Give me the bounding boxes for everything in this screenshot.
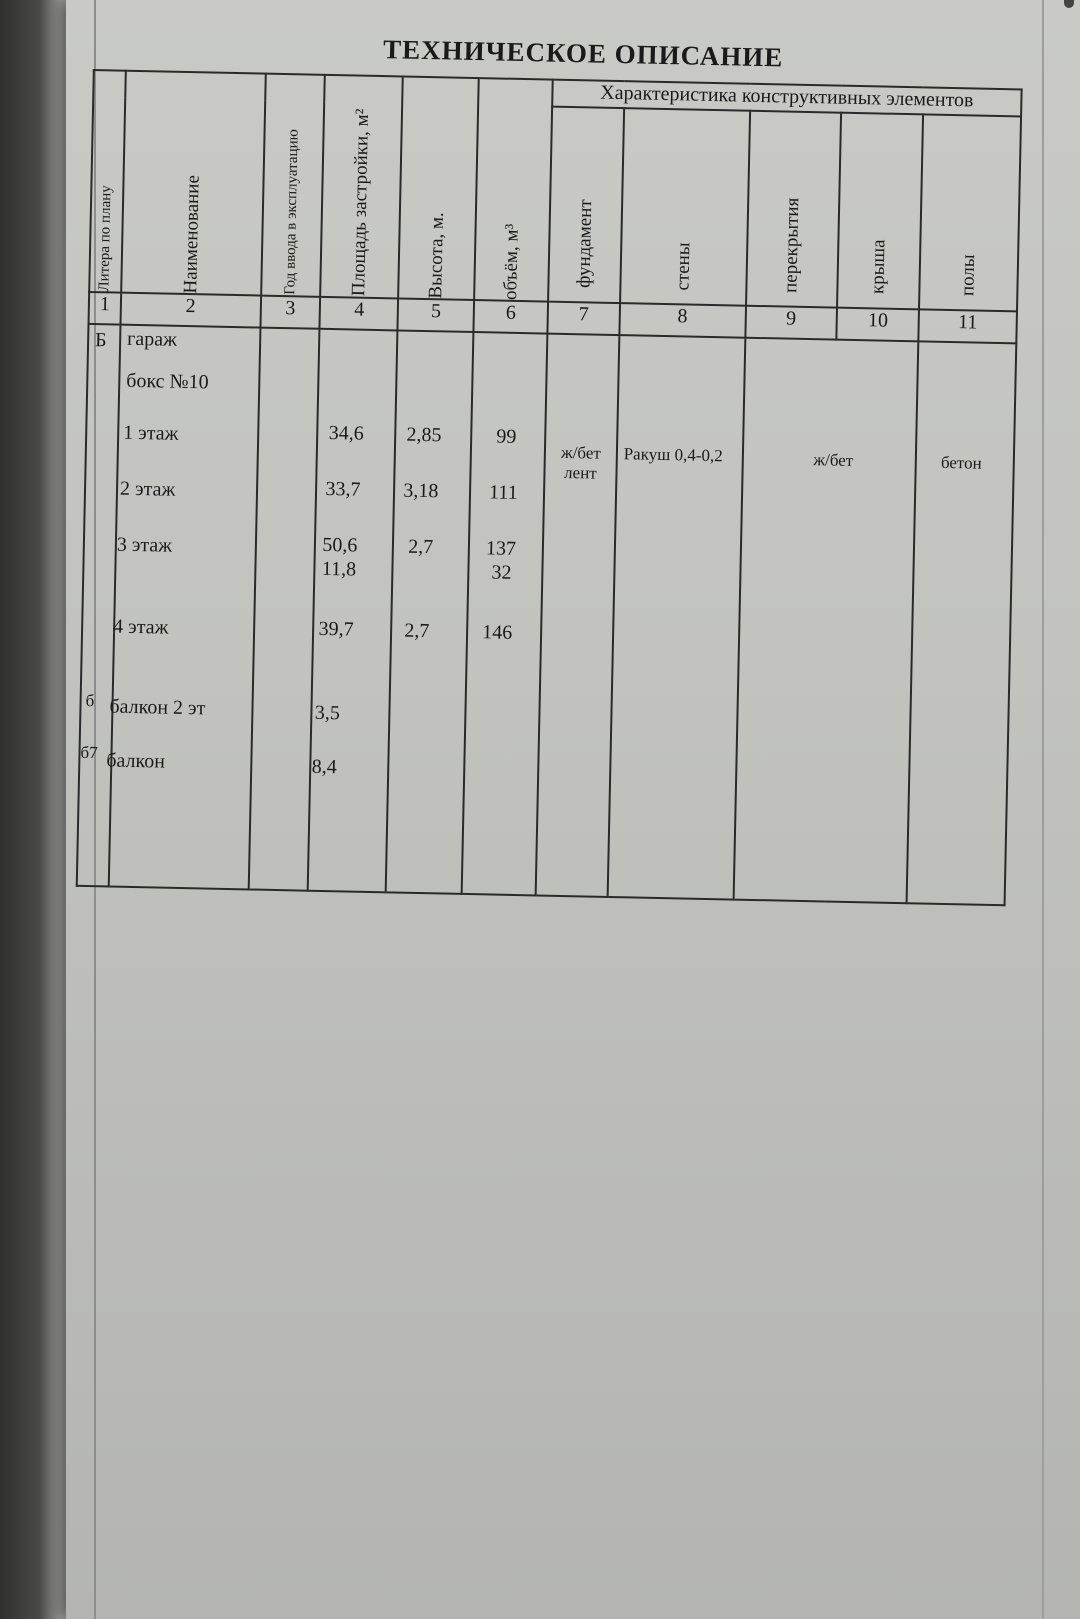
header-floors: полы: [919, 114, 1021, 311]
slab-roof-value: ж/бет: [813, 450, 854, 470]
header-foundation: фундамент: [548, 106, 624, 303]
header-floor-slabs: перекрытия: [746, 111, 842, 308]
column-number: 9: [745, 306, 837, 340]
walls-cell: [607, 335, 744, 900]
litera-value: Б: [94, 329, 107, 352]
header-year: Год ввода в эксплуатацию: [261, 74, 325, 297]
slab-roof-cell: [733, 338, 918, 904]
column-number: 11: [918, 309, 1017, 343]
row-name: балкон 2 эт: [109, 695, 206, 720]
area-value: 34,6: [328, 422, 364, 445]
walls-value: Ракуш 0,4-0,2: [623, 444, 723, 466]
header-roof: крыша: [837, 112, 923, 309]
page-corner: [1064, 0, 1074, 8]
header-litera: Литера по плану: [89, 70, 126, 293]
column-number: 2: [120, 293, 260, 328]
foundation-value: ж/бет лент: [560, 442, 602, 483]
column-number: 8: [619, 303, 745, 338]
technical-description: [76, 14, 1034, 906]
header-volume: объём, м³: [474, 78, 552, 301]
area-value: 39,7: [318, 617, 354, 641]
row-name: 1 этаж: [122, 421, 179, 445]
column-number: 3: [260, 296, 321, 329]
table-body-row: [77, 324, 1017, 905]
volume-cell: [462, 332, 548, 895]
volume-value: 99: [496, 425, 517, 448]
technical-table: [76, 69, 1023, 906]
height-cell: [386, 330, 474, 893]
row-name: 3 этаж: [116, 533, 173, 557]
area-cell: [308, 329, 398, 893]
foundation-cell: [536, 334, 620, 897]
volume-value: 146: [482, 621, 513, 644]
header-height: Высота, м.: [398, 76, 478, 300]
column-number: 5: [398, 298, 474, 332]
column-number: 7: [547, 302, 620, 335]
area-value: 50,6: [322, 533, 358, 557]
name-cell: [106, 325, 260, 890]
height-value: 2,7: [407, 535, 434, 559]
litera-value: б: [85, 690, 95, 711]
column-number: 10: [837, 308, 919, 342]
floors-value: бетон: [940, 452, 982, 473]
volume-value: 32: [491, 561, 512, 584]
height-value: 2,7: [404, 619, 430, 643]
header-area: Площадь застройки, м²: [321, 75, 403, 299]
header-name: Наименование: [121, 71, 265, 296]
row-name: балкон: [106, 749, 166, 773]
column-number: 4: [320, 297, 398, 331]
row-name: 4 этаж: [112, 615, 169, 639]
document-title: ТЕХНИЧЕСКОЕ ОПИСАНИЕ: [382, 34, 784, 73]
area-value: 11,8: [321, 557, 357, 581]
area-value: 33,7: [325, 477, 361, 501]
header-construction-group: Характеристика конструктивных элементов: [552, 80, 1022, 117]
height-value: 3,18: [403, 479, 439, 503]
column-number: 1: [89, 292, 122, 325]
area-value: 8,4: [311, 755, 337, 779]
floors-cell: [907, 341, 1017, 905]
area-value: 3,5: [314, 701, 341, 725]
row-name: гараж: [126, 327, 178, 351]
row-name: бокс №10: [126, 369, 209, 394]
row-name: 2 этаж: [119, 477, 176, 501]
column-number: 6: [474, 300, 548, 334]
volume-value: 137: [485, 537, 517, 560]
header-walls: стены: [620, 108, 750, 306]
litera-value: б7: [80, 742, 98, 763]
volume-value: 111: [488, 481, 518, 504]
height-value: 2,85: [406, 423, 442, 447]
